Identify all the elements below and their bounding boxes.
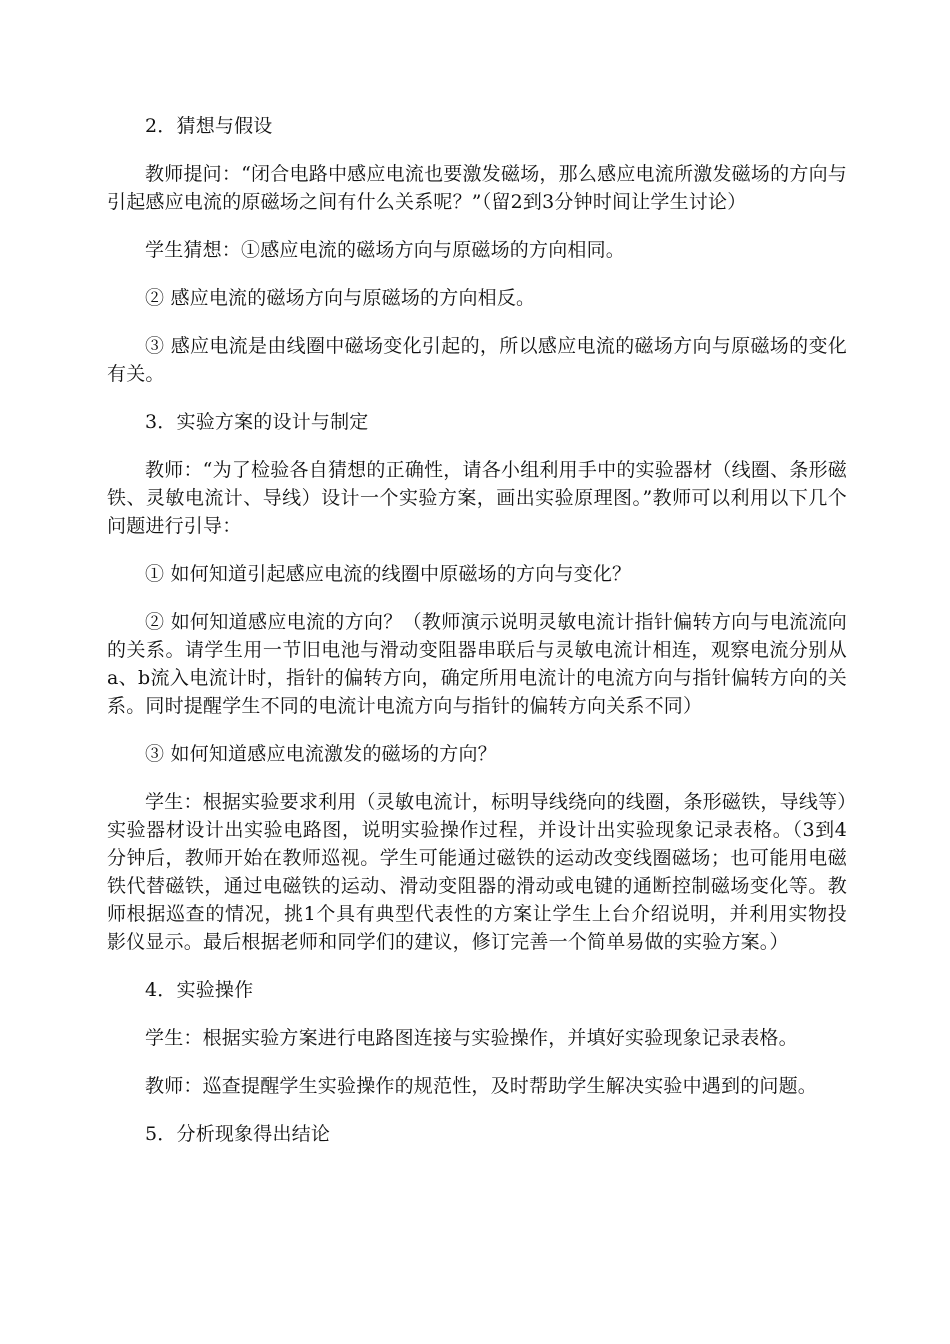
section-heading-5: 5．分析现象得出结论 <box>145 1123 331 1145</box>
guide-question-1: ① 如何知道引起感应电流的线圈中原磁场的方向与变化？ <box>145 563 632 585</box>
guide-question-2: ② 如何知道感应电流的方向？（教师演示说明灵敏电流计指针偏转方向与电流流向的关系。请学生用一节旧电池与滑动变阻器串联后与灵敏电流计相连，观察电流分别从a、b流入电流计时，指针的偏转方向，确定所用电流计的电流方向与指针偏转方向的关系。同时提醒学生不同的电流计电流方向与指针的偏转方向关系不同） <box>107 611 847 717</box>
section-heading-2: 2．猜想与假设 <box>145 115 273 137</box>
section-heading-3: 3．实验方案的设计与制定 <box>145 411 369 433</box>
teacher-question-paragraph: 教师提问：“闭合电路中感应电流也要激发磁场，那么感应电流所激发磁场的方向与引起感应电流的原磁场之间有什么关系呢？”（留2到3分钟时间让学生讨论） <box>107 163 847 213</box>
section-heading-4: 4．实验操作 <box>145 979 254 1001</box>
student-guess-3: ③ 感应电流是由线圈中磁场变化引起的，所以感应电流的磁场方向与原磁场的变化有关。 <box>107 335 847 385</box>
student-design-paragraph: 学生：根据实验要求利用（灵敏电流计，标明导线绕向的线圈，条形磁铁，导线等）实验器材设计出实验电路图，说明实验操作过程，并设计出实验现象记录表格。（3到4分钟后，教师开始在教师巡视。学生可能通过磁铁的运动改变线圈磁场；也可能用电磁铁代替磁铁，通过电磁铁的运动、滑动变阻器的滑动或电键的通断控制磁场变化等。教师根据巡查的情况，挑1个具有典型代表性的方案让学生上台介绍说明，并利用实物投影仪显示。最后根据老师和同学们的建议，修订完善一个简单易做的实验方案。） <box>107 791 847 953</box>
student-guess-2: ② 感应电流的磁场方向与原磁场的方向相反。 <box>145 287 536 309</box>
document-body <box>107 112 847 1168</box>
teacher-instruction-paragraph: 教师：“为了检验各自猜想的正确性，请各小组利用手中的实验器材（线圈、条形磁铁、灵敏电流计、导线）设计一个实验方案，画出实验原理图。”教师可以利用以下几个问题进行引导： <box>107 459 847 537</box>
guide-question-3: ③ 如何知道感应电流激发的磁场的方向？ <box>145 743 497 765</box>
student-guess-1: 学生猜想：①感应电流的磁场方向与原磁场的方向相同。 <box>145 239 626 261</box>
student-operation-paragraph: 学生：根据实验方案进行电路图连接与实验操作，并填好实验现象记录表格。 <box>145 1027 798 1049</box>
teacher-inspection-paragraph: 教师：巡查提醒学生实验操作的规范性，及时帮助学生解决实验中遇到的问题。 <box>145 1075 818 1097</box>
